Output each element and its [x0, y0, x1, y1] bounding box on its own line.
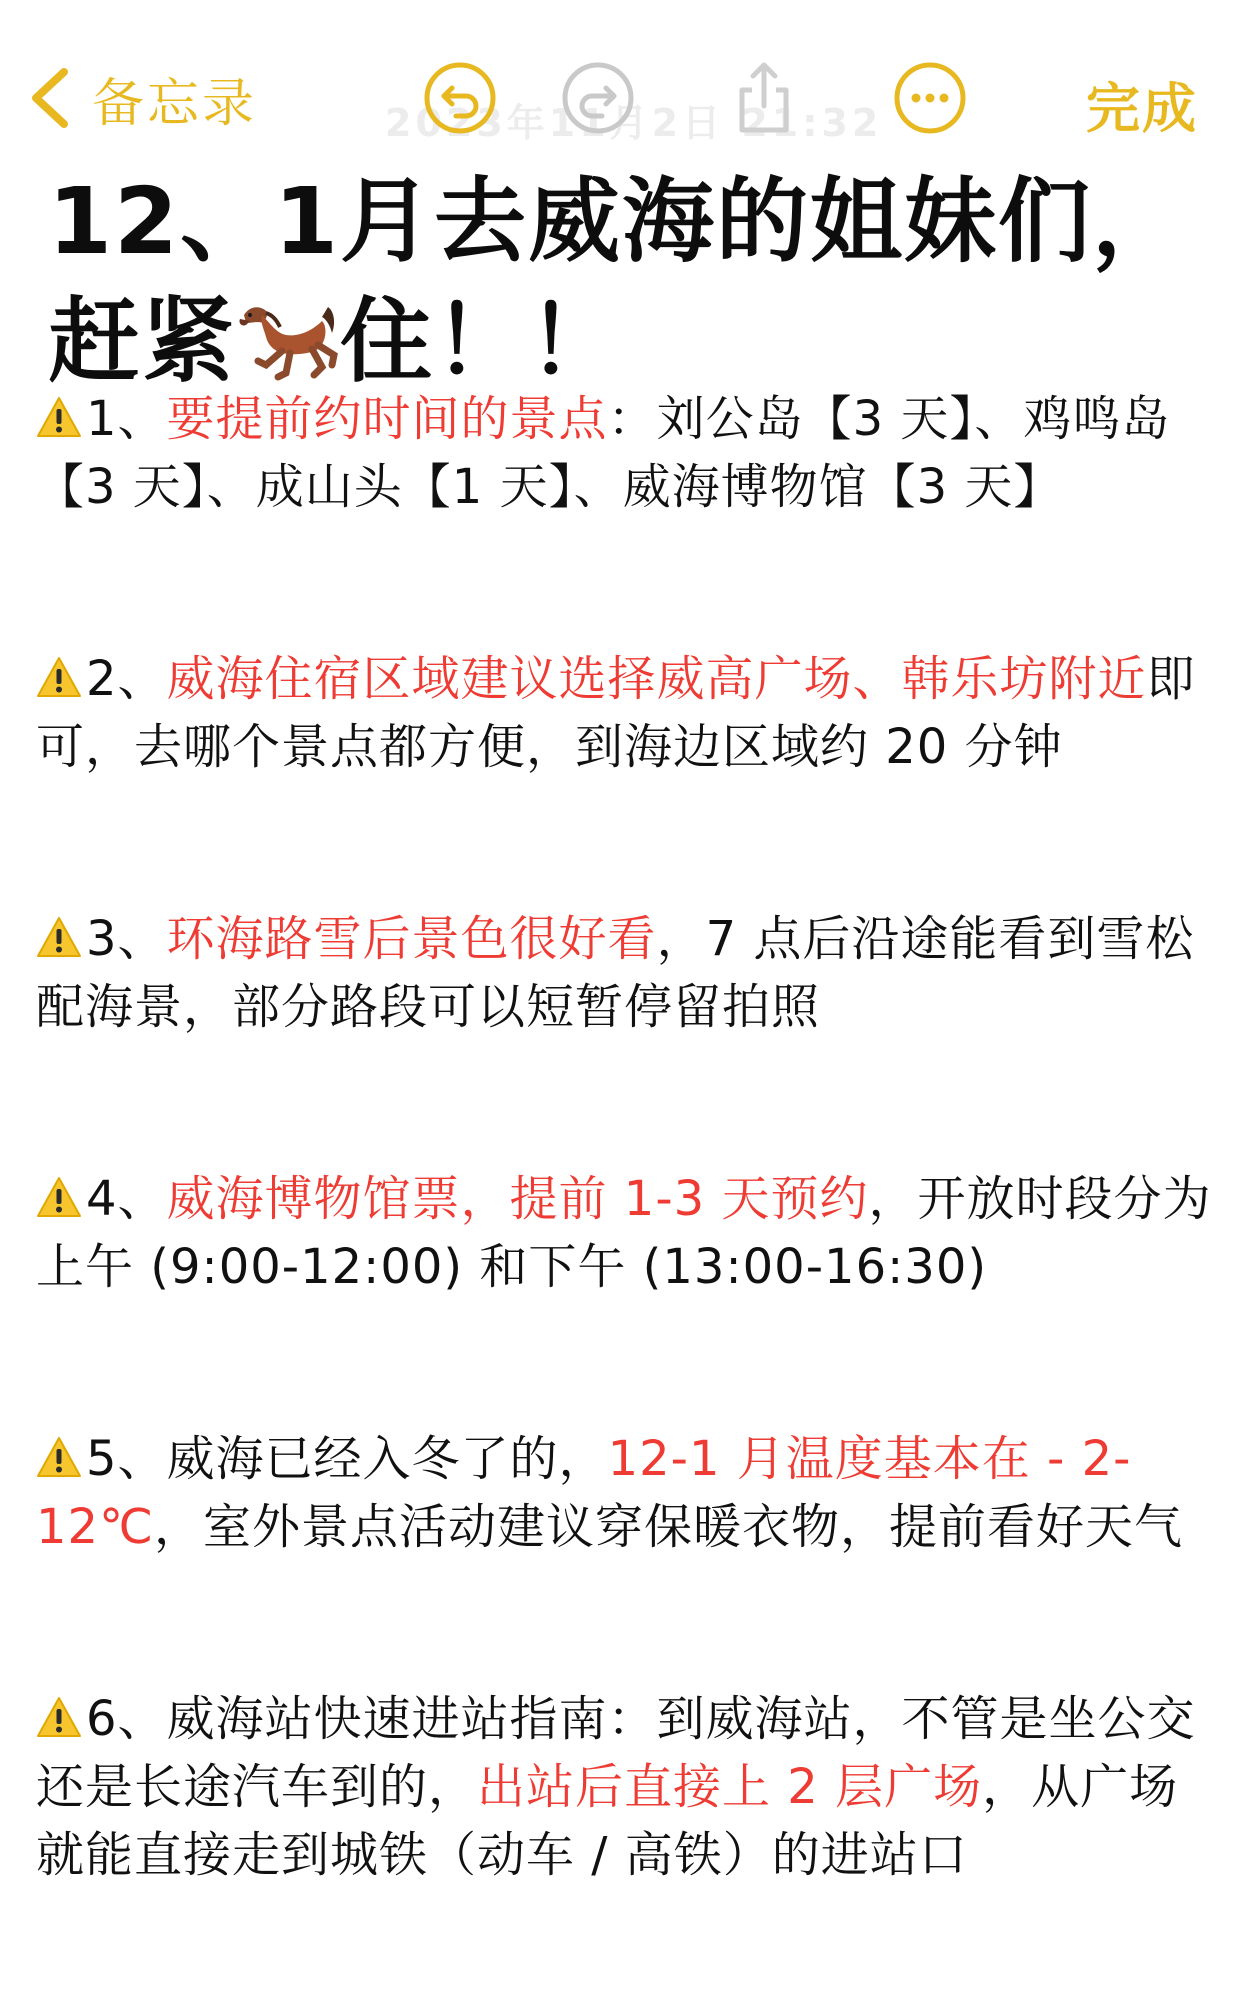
item-highlight: 要提前约时间的景点 [166, 391, 608, 447]
item-highlight: 12-1 月温度基本在 - 2-12℃ [36, 1431, 1132, 1555]
item-highlight: 威海住宿区域建议选择威高广场、韩乐坊附近 [166, 651, 1147, 707]
list-item [36, 645, 1216, 781]
title-line-1: 12、1月去威海的姐妹们， [48, 168, 1187, 275]
redo-button[interactable] [560, 60, 636, 136]
item-number: 5、 [86, 1431, 167, 1487]
item-highlight: 环海路雪后景色很好看 [166, 911, 657, 967]
note-title [48, 162, 1208, 402]
undo-button[interactable] [422, 60, 498, 136]
item-number: 6、 [86, 1691, 167, 1747]
done-button[interactable]: 完成 [1086, 77, 1198, 140]
item-number: 1、 [86, 391, 167, 447]
undo-icon [422, 60, 498, 136]
note-date: 2023年11月2日 21:32 [385, 101, 883, 145]
warning-icon [36, 915, 82, 959]
more-icon [892, 60, 968, 136]
list-item [36, 905, 1216, 1041]
list-item [36, 1425, 1216, 1561]
more-button[interactable] [892, 60, 968, 136]
item-highlight: 威海博物馆票，提前 1-3 天预约 [166, 1171, 869, 1227]
share-icon [726, 60, 802, 136]
list-item [36, 385, 1216, 521]
item-text: ，7 点后沿途能看到雪松配海景，部分路段可以短暂停留拍照 [36, 911, 1195, 1035]
list-item [36, 1685, 1216, 1889]
item-text: ，从广场就能直接走到城铁（动车 / 高铁）的进站口 [36, 1759, 1179, 1883]
back-button[interactable] [28, 62, 257, 134]
back-label: 备忘录 [92, 73, 258, 134]
item-number: 4、 [86, 1171, 167, 1227]
item-number: 3、 [86, 911, 167, 967]
warning-icon [36, 1175, 82, 1219]
list-item [36, 1165, 1216, 1301]
warning-icon [36, 395, 82, 439]
warning-icon [36, 1435, 82, 1479]
horse-emoji-icon [236, 293, 340, 385]
title-line-2-pre: 赶紧 [48, 288, 237, 395]
warning-icon [36, 1695, 82, 1739]
item-text: ，室外景点活动建议穿保暖衣物，提前看好天气 [153, 1499, 1183, 1555]
share-button[interactable] [726, 60, 802, 136]
warning-icon [36, 655, 82, 699]
item-number: 2、 [86, 651, 167, 707]
item-text-pre: 威海站快速进站指南：到威海站，不管是坐公交还是长途汽车到的， [36, 1691, 1196, 1815]
note-body[interactable] [36, 385, 1216, 2013]
item-text-pre: 威海已经入冬了的， [166, 1431, 608, 1487]
item-text: ，开放时段分为上午 (9:00-12:00) 和下午 (13:00-16:30) [36, 1171, 1212, 1295]
item-text: ：刘公岛【3 天】、鸡鸣岛【3 天】、成山头【1 天】、威海博物馆【3 天】 [36, 391, 1171, 515]
chevron-left-icon [28, 66, 72, 130]
redo-icon [560, 60, 636, 136]
item-highlight: 出站后直接上 2 层广场 [477, 1759, 983, 1815]
item-text: 即可，去哪个景点都方便，到海边区域约 20 分钟 [36, 651, 1196, 775]
title-line-2-post: 住！！ [340, 288, 623, 395]
